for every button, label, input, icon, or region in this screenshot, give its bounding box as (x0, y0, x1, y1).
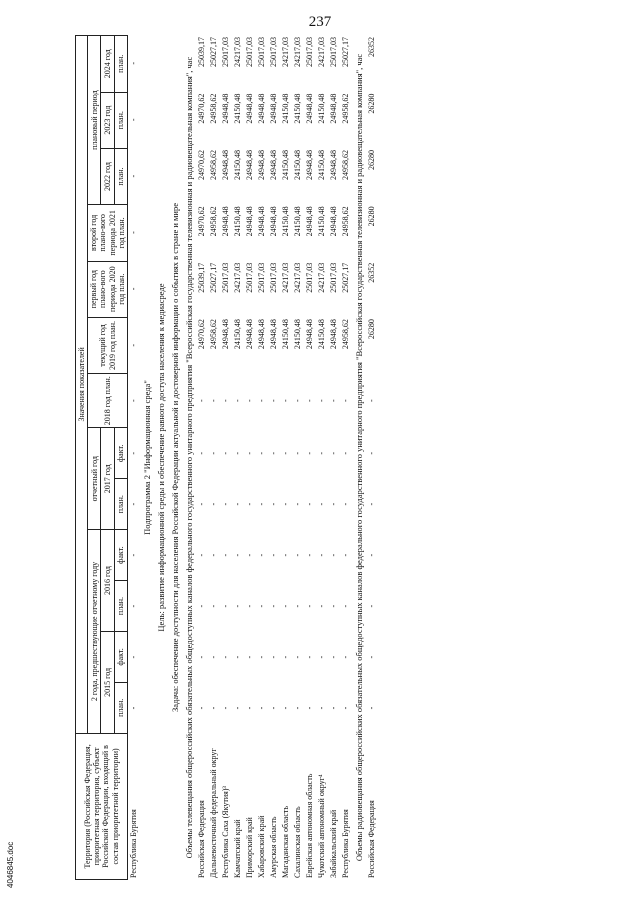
territory-name: Хабаровский край (257, 815, 267, 878)
territory-name: Российская Федерация (197, 800, 207, 878)
value-cell: 24217,03 (293, 262, 303, 293)
plan-header: план. (114, 581, 127, 632)
value-cell: 24150,48 (281, 319, 291, 350)
value-cell: 24150,48 (293, 206, 303, 237)
second-year-header: второй год плано-вого периода 2021 год план. (88, 205, 128, 261)
value-cell: 24948,48 (245, 206, 255, 237)
value-cell: - (197, 604, 207, 608)
value-cell: 24150,48 (233, 149, 243, 180)
year-2017-header: 2017 год (101, 428, 114, 530)
value-cell: 26352 (367, 262, 377, 283)
value-cell: 24970,62 (197, 149, 207, 180)
value-cell: - (329, 451, 339, 455)
value-cell: - (129, 655, 139, 659)
value-cell: - (197, 502, 207, 506)
value-cell: 24948,48 (257, 319, 267, 350)
value-cell: - (293, 553, 303, 557)
value-cell: - (293, 604, 303, 608)
indicator-1-title: Объемы телевещания общероссийских обязательных общедоступных каналов федерального государственного унитарного предприятия "Всероссийская государственная телевизионная и радиовещательная компания", час (183, 56, 194, 859)
value-cell: 25039,17 (197, 37, 207, 67)
value-cell: - (209, 604, 219, 608)
year-2018-header: 2018 год план. (88, 374, 128, 428)
value-cell: - (329, 604, 339, 608)
value-cell: - (281, 706, 291, 710)
value-cell: 24948,48 (257, 149, 267, 180)
table-row (232, 35, 244, 880)
value-cell: - (367, 399, 377, 402)
value-cell: 24958,62 (209, 149, 219, 180)
value-cell: 24150,48 (281, 93, 291, 124)
value-cell: - (221, 553, 231, 557)
first-year-header: первый год плано-вого периода 2020 год план. (88, 261, 128, 317)
value-cell: - (329, 706, 339, 710)
value-cell: 24150,48 (281, 206, 291, 237)
value-cell: 25017,03 (245, 37, 255, 67)
value-cell: - (233, 604, 243, 608)
table-row (128, 35, 140, 880)
value-cell: - (341, 655, 351, 659)
value-cell: - (209, 706, 219, 710)
value-cell: - (221, 706, 231, 710)
value-cell: 26280 (367, 93, 377, 114)
value-cell: 24948,48 (329, 149, 339, 180)
value-cell: 25017,03 (329, 262, 339, 293)
value-cell: - (257, 706, 267, 710)
value-cell: - (233, 655, 243, 659)
value-cell: - (293, 451, 303, 455)
value-cell: - (221, 604, 231, 608)
value-cell: 25017,03 (245, 262, 255, 293)
rotated-table-container (75, 35, 595, 880)
value-cell: 24970,62 (197, 206, 207, 237)
value-cell: 25017,03 (305, 262, 315, 293)
value-cell: 25027,17 (209, 262, 219, 293)
value-cell: - (245, 655, 255, 659)
value-cell: - (221, 502, 231, 506)
value-cell: 24970,62 (197, 319, 207, 350)
indicator-2-title: Объемы радиовещания общероссийских обязательных общедоступных каналов федерального государственного унитарного предприятия "Всероссийская государственная телевизионная и радиовещательная компания", час (353, 53, 364, 862)
value-cell: - (281, 451, 291, 455)
value-cell: 26280 (367, 319, 377, 340)
value-cell: 25017,03 (221, 37, 231, 67)
table-row (316, 35, 328, 880)
value-cell: - (233, 502, 243, 506)
value-cell: - (233, 706, 243, 710)
value-cell: 24958,62 (209, 93, 219, 124)
value-cell: - (367, 553, 377, 557)
value-cell: 25027,17 (209, 37, 219, 67)
value-cell: 24217,03 (317, 262, 327, 293)
territory-name: Приморский край (245, 817, 255, 878)
footer-code: 4046845.doc (6, 841, 15, 888)
value-cell: 24948,48 (245, 319, 255, 350)
value-cell: 25017,03 (329, 37, 339, 67)
value-cell: 24958,62 (209, 319, 219, 350)
year-2016-header: 2016 год (101, 530, 114, 632)
value-cell: - (341, 706, 351, 710)
value-cell: - (293, 706, 303, 710)
value-cell: - (245, 399, 255, 402)
value-cell: - (257, 553, 267, 557)
value-cell: - (317, 655, 327, 659)
value-cell: - (129, 399, 139, 402)
value-cell: - (305, 553, 315, 557)
value-cell: - (129, 502, 139, 506)
value-cell: - (245, 604, 255, 608)
value-cell: 24948,48 (257, 93, 267, 124)
value-cell: 24948,48 (245, 149, 255, 180)
value-cell: - (305, 451, 315, 455)
value-cell: 24948,48 (221, 93, 231, 124)
value-cell: - (245, 553, 255, 557)
value-cell: - (129, 553, 139, 557)
territory-name: Российская Федерация (367, 800, 377, 878)
value-cell: 24948,48 (269, 149, 279, 180)
value-cell: 24150,48 (233, 319, 243, 350)
value-cell: - (305, 604, 315, 608)
value-cell: - (329, 655, 339, 659)
value-cell: - (209, 399, 219, 402)
value-cell: 24970,62 (197, 93, 207, 124)
table-row (268, 35, 280, 880)
subprogram-title: Подпрограмма 2 "Информационная среда" (141, 380, 152, 535)
value-cell: - (197, 451, 207, 455)
header-table (75, 35, 128, 880)
current-year-header: текущий год 2019 год план. (88, 317, 128, 373)
planned-period-header: плановый период (88, 36, 101, 205)
year-2024-header: 2024 год (101, 36, 114, 93)
value-cell: - (221, 451, 231, 455)
indicator-1-table (196, 35, 352, 880)
territory-name: Магаданская область (281, 805, 291, 878)
value-cell: - (341, 399, 351, 402)
value-cell: 24150,48 (317, 206, 327, 237)
value-cell: - (209, 502, 219, 506)
value-cell: 24150,48 (317, 319, 327, 350)
value-cell: 24958,62 (209, 206, 219, 237)
value-cell: 24217,03 (293, 37, 303, 67)
value-cell: 24948,48 (305, 149, 315, 180)
value-cell: 24948,48 (245, 93, 255, 124)
territory-name: Еврейская автономная область (305, 773, 315, 878)
territory-name: Камчатский край (233, 819, 243, 878)
value-cell: - (245, 502, 255, 506)
value-cell: 25017,03 (221, 262, 231, 293)
value-cell: 25027,17 (341, 262, 351, 293)
value-cell: - (129, 118, 139, 122)
table-row (244, 35, 256, 880)
territory-name: Сахалинская область (293, 806, 303, 878)
value-cell: 24150,48 (293, 149, 303, 180)
value-cell: 24150,48 (281, 149, 291, 180)
value-cell: - (269, 502, 279, 506)
fact-header: факт. (114, 530, 127, 581)
table-row (328, 35, 340, 880)
value-cell: 25017,03 (269, 262, 279, 293)
value-cell: 25017,03 (305, 37, 315, 67)
two-years-before-header: 2 года, предшествующие отчетному году (88, 530, 101, 734)
values-title: Значения показателей (76, 36, 88, 734)
value-cell: - (209, 655, 219, 659)
value-cell: - (209, 553, 219, 557)
value-cell: 25017,03 (257, 37, 267, 67)
value-cell: 24948,48 (329, 319, 339, 350)
value-cell: 24217,03 (317, 37, 327, 67)
value-cell: - (269, 604, 279, 608)
value-cell: 24948,48 (305, 319, 315, 350)
value-cell: - (129, 61, 139, 65)
value-cell: - (257, 451, 267, 455)
value-cell: - (341, 502, 351, 506)
value-cell: - (281, 399, 291, 402)
value-cell: - (329, 399, 339, 402)
year-2023-header: 2023 год (101, 92, 114, 148)
plan-header: план. (114, 682, 127, 733)
value-cell: - (269, 451, 279, 455)
table-row (366, 35, 378, 880)
value-cell: - (129, 706, 139, 710)
value-cell: - (281, 553, 291, 557)
value-cell: 24217,03 (233, 262, 243, 293)
value-cell: 26280 (367, 149, 377, 170)
value-cell: - (293, 399, 303, 402)
value-cell: - (197, 553, 207, 557)
table-row (340, 35, 352, 880)
territory-name: Забайкальский край (329, 809, 339, 878)
value-cell: 25017,03 (269, 37, 279, 67)
value-cell: - (269, 655, 279, 659)
value-cell: - (305, 399, 315, 402)
value-cell: - (317, 451, 327, 455)
value-cell: 26280 (367, 206, 377, 227)
value-cell: - (129, 231, 139, 234)
value-cell: - (281, 502, 291, 506)
value-cell: 24150,48 (233, 93, 243, 124)
value-cell: - (233, 451, 243, 455)
value-cell: 24948,48 (269, 93, 279, 124)
value-cell: - (269, 553, 279, 557)
value-cell: - (129, 604, 139, 608)
value-cell: - (209, 451, 219, 455)
value-cell: - (197, 399, 207, 402)
year-2022-header: 2022 год (101, 148, 114, 204)
value-cell: - (367, 604, 377, 608)
value-cell: 24948,48 (221, 149, 231, 180)
value-cell: - (257, 399, 267, 402)
value-cell: 24958,62 (341, 206, 351, 237)
table-row (196, 35, 208, 880)
value-cell: 24948,48 (221, 319, 231, 350)
value-cell: - (281, 655, 291, 659)
territory-name: Дальневосточный федеральный округ (209, 748, 219, 878)
value-cell: 25027,17 (341, 37, 351, 67)
plan-header: план. (114, 92, 127, 148)
table-row (304, 35, 316, 880)
year-2015-header: 2015 год (101, 631, 114, 733)
value-cell: - (129, 343, 139, 347)
territory-name: Республика Бурятия (129, 809, 139, 878)
top-row-table (128, 35, 140, 880)
plan-header: план. (114, 36, 127, 93)
value-cell: 24958,62 (341, 93, 351, 124)
task-text: Задача: обеспечение доступности для населения Российской Федерации актуальной и достоверной информации о событиях в стране и мире (169, 203, 180, 712)
plan-header: план. (114, 479, 127, 530)
value-cell: - (367, 502, 377, 506)
value-cell: - (233, 399, 243, 402)
value-cell: - (317, 399, 327, 402)
value-cell: - (329, 553, 339, 557)
value-cell: - (367, 451, 377, 455)
value-cell: - (269, 706, 279, 710)
value-cell: 24150,48 (233, 206, 243, 237)
value-cell: - (317, 604, 327, 608)
table-row (280, 35, 292, 880)
value-cell: 24948,48 (305, 93, 315, 124)
value-cell: - (317, 502, 327, 506)
value-cell: - (341, 451, 351, 455)
table-row (292, 35, 304, 880)
value-cell: 24150,48 (317, 93, 327, 124)
indicator-2-table (366, 35, 378, 880)
value-cell: - (245, 706, 255, 710)
goal-text: Цель: развитие информационной среды и обеспечение равного доступа населения к медиасреде (155, 283, 166, 632)
value-cell: - (221, 399, 231, 402)
territory-header: Территория (Российская Федерация, приоритетная территория, субъект Российской Федерации, входящий в состав приоритетной территории) (76, 733, 128, 879)
value-cell: - (129, 451, 139, 455)
page-number: 237 (308, 14, 332, 30)
value-cell: 24150,48 (317, 149, 327, 180)
value-cell: - (245, 451, 255, 455)
value-cell: 24948,48 (221, 206, 231, 237)
value-cell: - (341, 604, 351, 608)
report-year-header: отчетный год (88, 428, 101, 530)
value-cell: - (257, 604, 267, 608)
value-cell: - (317, 706, 327, 710)
value-cell: - (293, 502, 303, 506)
fact-header: факт. (114, 428, 127, 479)
value-cell: - (281, 604, 291, 608)
territory-name: Республика Бурятия (341, 809, 351, 878)
table-row (256, 35, 268, 880)
table-row (220, 35, 232, 880)
value-cell: - (233, 553, 243, 557)
value-cell: - (341, 553, 351, 557)
value-cell: - (129, 287, 139, 291)
value-cell: 24948,48 (269, 319, 279, 350)
value-cell: - (129, 174, 139, 178)
value-cell: 25017,03 (257, 262, 267, 293)
value-cell: 24958,62 (341, 319, 351, 350)
table-row (208, 35, 220, 880)
value-cell: 24217,03 (281, 262, 291, 293)
value-cell: - (197, 706, 207, 710)
value-cell: 24948,48 (305, 206, 315, 237)
plan-header: план. (114, 148, 127, 204)
territory-name: Республика Саха (Якутия)³ (221, 786, 231, 878)
value-cell: - (221, 655, 231, 659)
value-cell: - (257, 655, 267, 659)
value-cell: 24217,03 (281, 37, 291, 67)
value-cell: 24150,48 (293, 93, 303, 124)
value-cell: 24948,48 (257, 206, 267, 237)
fact-header: факт. (114, 631, 127, 682)
value-cell: - (269, 399, 279, 402)
value-cell: - (329, 502, 339, 506)
value-cell: 24948,48 (269, 206, 279, 237)
value-cell: - (305, 502, 315, 506)
value-cell: 26352 (367, 37, 377, 57)
value-cell: - (197, 655, 207, 659)
value-cell: - (257, 502, 267, 506)
value-cell: 24958,62 (341, 149, 351, 180)
value-cell: - (305, 706, 315, 710)
value-cell: 24948,48 (329, 206, 339, 237)
value-cell: 24150,48 (293, 319, 303, 350)
value-cell: - (293, 655, 303, 659)
value-cell: 25039,17 (197, 262, 207, 293)
value-cell: - (367, 706, 377, 710)
value-cell: - (305, 655, 315, 659)
value-cell: 24217,03 (233, 37, 243, 67)
territory-name: Амурская область (269, 816, 279, 878)
territory-name: Чукотский автономный округ⁴ (317, 774, 327, 878)
value-cell: 24948,48 (329, 93, 339, 124)
value-cell: - (317, 553, 327, 557)
value-cell: - (367, 655, 377, 659)
